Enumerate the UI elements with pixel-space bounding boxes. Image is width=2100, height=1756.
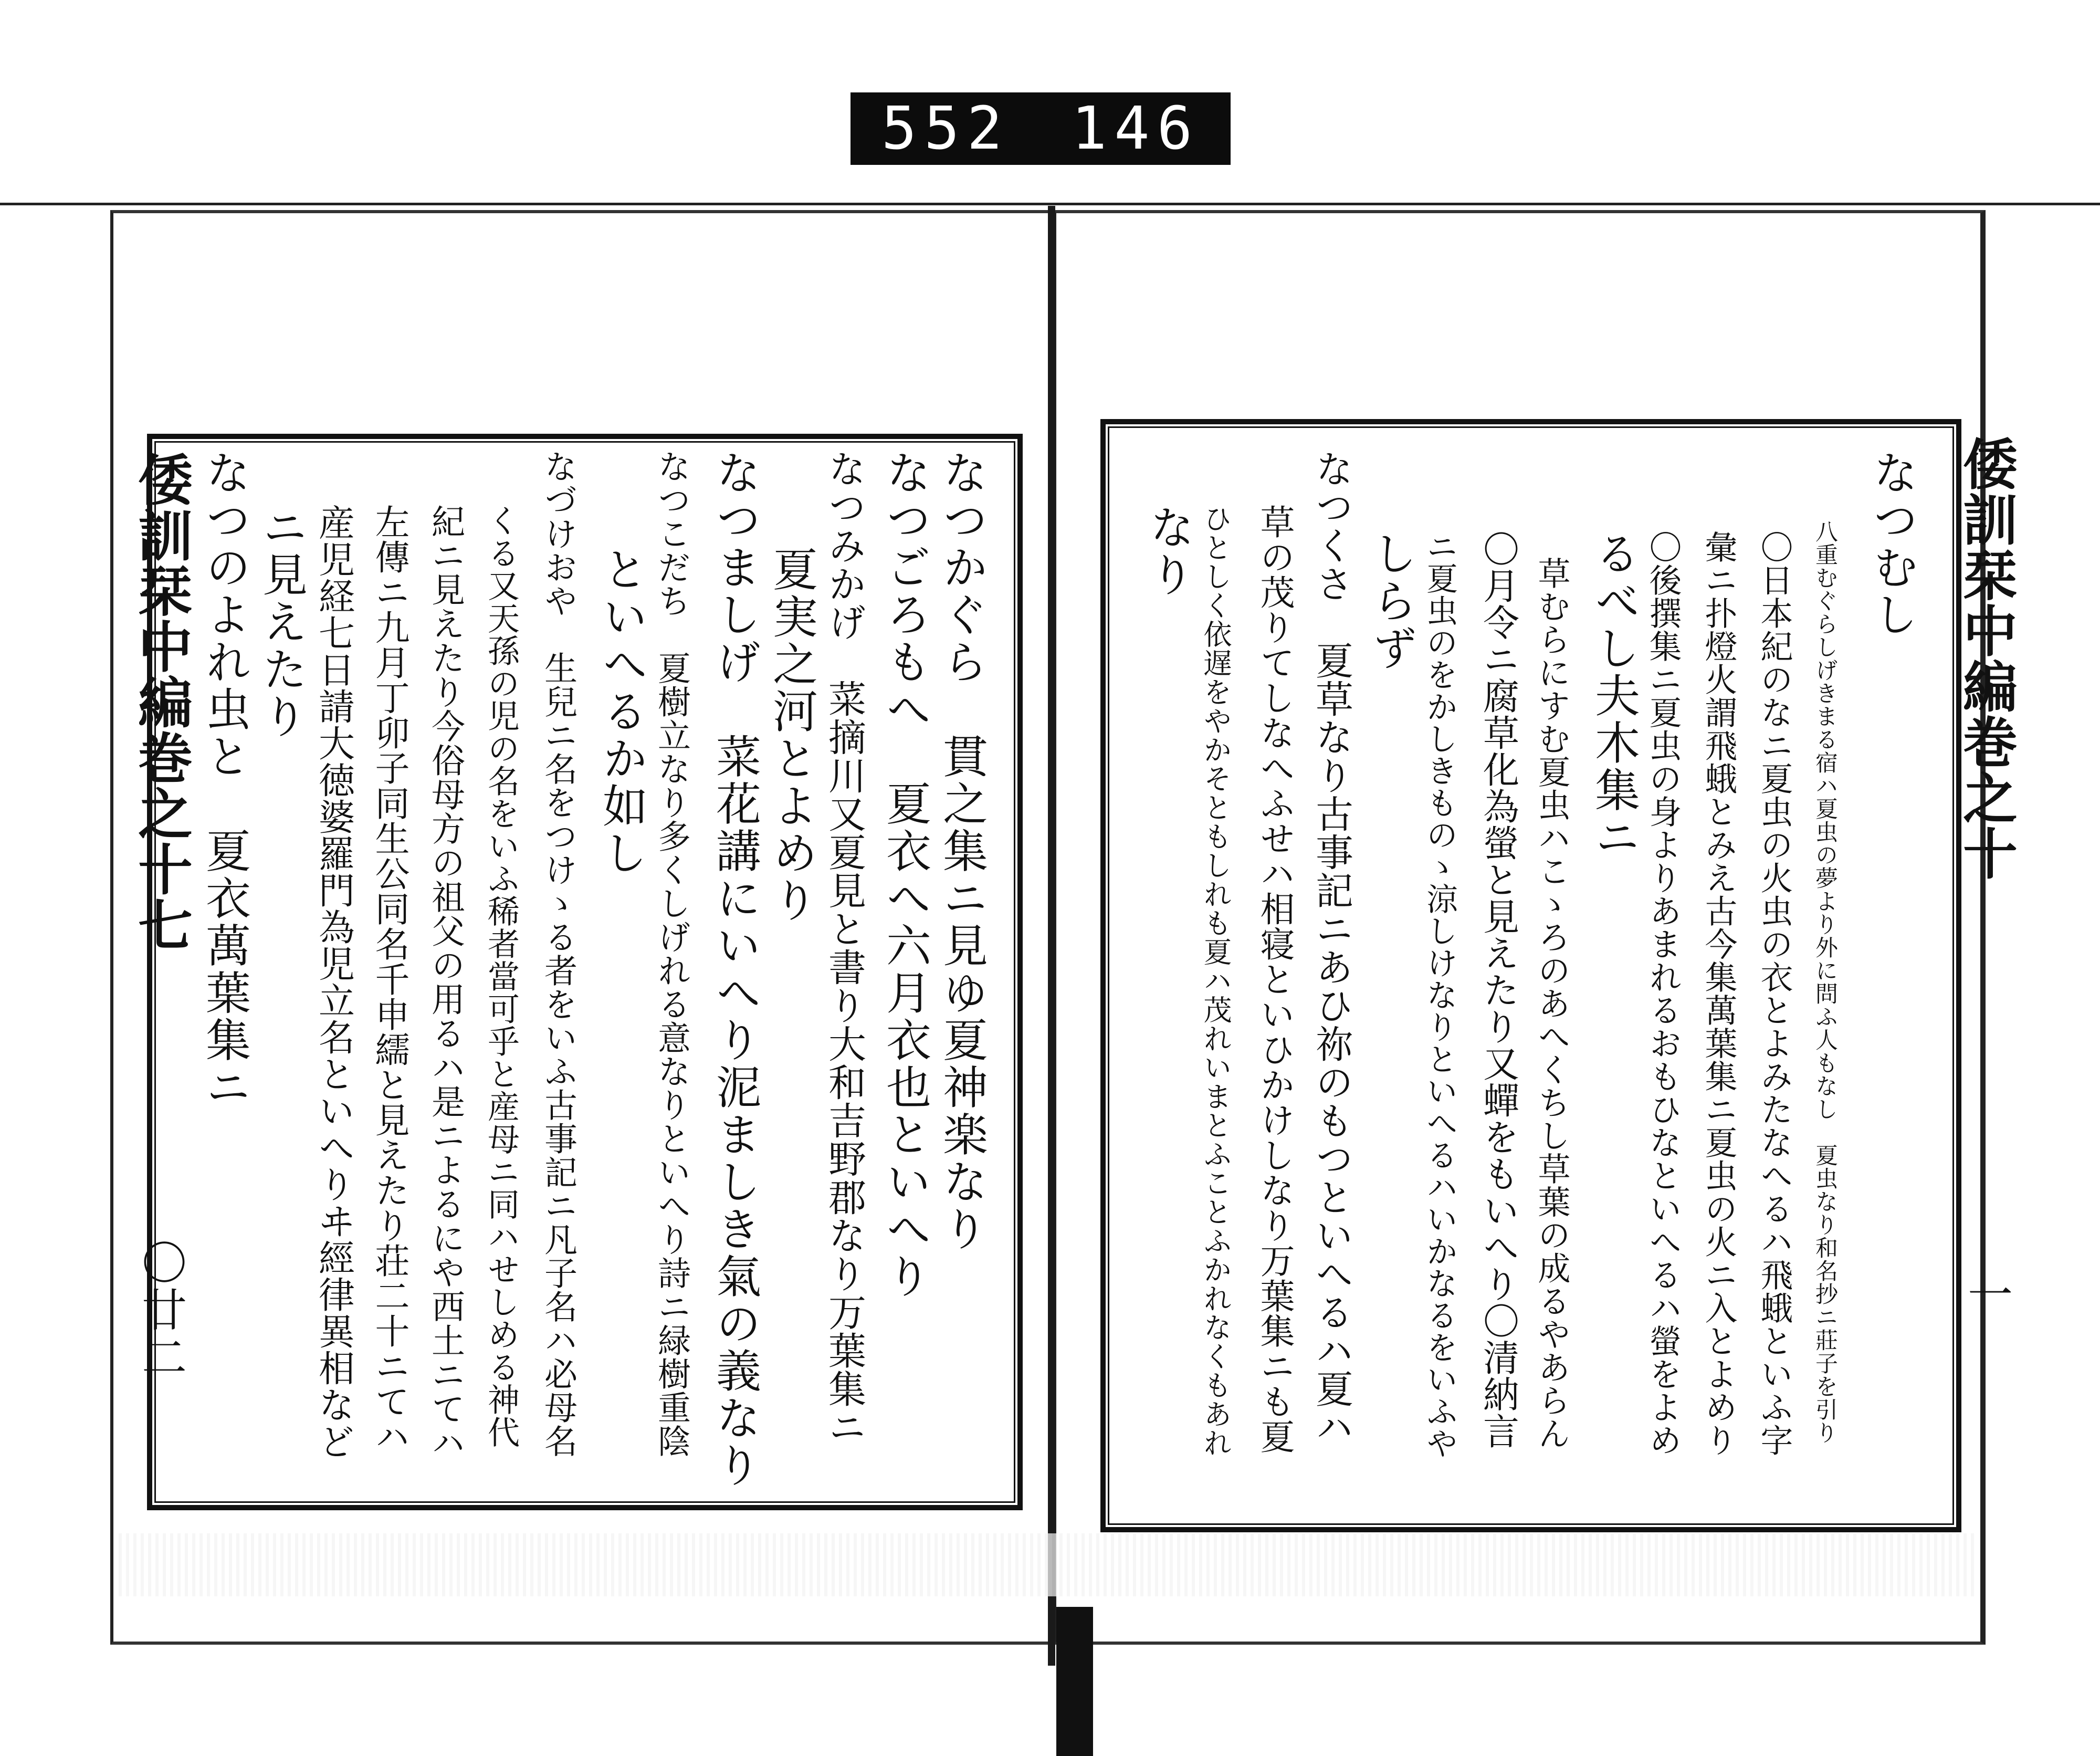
text-column: ニ見えたり (255, 504, 307, 740)
text-column: くる又天孫の児の名をいふ稀者當可乎と産母ニ同ハせしめる神代 (482, 504, 520, 1448)
text-column: 夏実之河とよめり (765, 546, 817, 924)
text-column: といへるか如し (595, 546, 647, 877)
text-column: なつかぐら 貫之集ニ見ゆ夏神楽なり (935, 450, 988, 1253)
left-margin-title: 倭訓栞中編巻之十七 (129, 452, 193, 953)
page-bottom-margin (119, 1533, 1977, 1596)
text-column: なつむし (1865, 450, 1918, 639)
text-column: なり (1142, 504, 1194, 599)
text-column: なつましげ 菜花講にいへり泥ましき氣の義なり (708, 450, 761, 1489)
text-column: なつみかげ 菜摘川又夏見と書り大和吉野郡なり万葉集ニ (822, 450, 866, 1446)
text-column: しらず (1364, 530, 1417, 672)
text-column: なつこだち 夏樹立なり多くしげれる意なりといへり詩ニ緑樹重陰 (653, 450, 691, 1458)
text-column: 草むらにすむ夏虫ハこゝろのあへくちし草葉の成るやあらん (1532, 557, 1571, 1450)
text-column: 紀ニ見えたり今俗母方の祖父の用るハ是ニよるにや西土ニてハ (426, 504, 465, 1460)
text-column: ニ夏虫のをかしきものゝ涼しけなりといへるハいかなるをいふや (1421, 530, 1458, 1459)
text-column: なつのよれ虫と 夏衣萬葉集ニ (198, 450, 250, 1111)
top-rule (0, 203, 2100, 205)
text-column: 左傳ニ九月丁卯子同生公同名千申繻と見えたり荘二十ニてハ (369, 504, 410, 1454)
text-column: 草の茂りてしなへふせハ相寝といひかけしなり万葉集ニも夏 (1254, 504, 1295, 1454)
text-column: 〇日本紀のなニ夏虫の火虫の衣とよみたなへるハ飛蛾といふ字 (1755, 530, 1793, 1457)
text-column: 彙ニ扑燈火謂飛蛾とみえ古今集萬葉集ニ夏虫の火ニ入とよめり (1699, 530, 1738, 1457)
text-column: なつくさ 夏草なり古事記ニあひ祢のもつといへるハ夏ハ (1309, 450, 1353, 1446)
call-number-left: 552 (881, 95, 1010, 163)
call-number-right: 146 (1071, 95, 1200, 163)
text-column: なづけおや 生兒ニ名をつけゝる者をいふ古事記ニ凡子名ハ必母名 (539, 450, 578, 1458)
text-column: 産児経七日請大徳婆羅門為児立名といへりヰ經律異相など (312, 504, 354, 1460)
right-leaf-number: 一 (1960, 1271, 2012, 1318)
left-leaf-number: 〇廿二 (134, 1239, 186, 1381)
text-column: ひとしく依遅をやかそともしれも夏ハ茂れいまとふことふかれなくもあれ (1199, 504, 1232, 1457)
text-column: 八重むぐらしげきまる宿ハ夏虫の夢より外に問ふ人もなし 夏虫なり和名抄ニ莊子を引り (1812, 520, 1838, 1444)
book-spine (1048, 206, 1055, 1666)
right-margin-title: 倭訓栞中編巻之十 (1954, 436, 2018, 881)
call-number-label (850, 92, 1231, 165)
text-column: 〇後撰集ニ夏虫の身よりあまれるおもひなといへるハ螢をよめ (1644, 530, 1682, 1457)
text-column: るべし夫木集ニ (1587, 530, 1640, 861)
text-column: なつごろもへ 夏衣へ六月衣也といへり (878, 450, 931, 1300)
text-column: 〇月令ニ腐草化為螢と見えたり又蟬をもいへり〇清納言 (1477, 530, 1519, 1449)
spine-binding (1056, 1607, 1093, 1756)
